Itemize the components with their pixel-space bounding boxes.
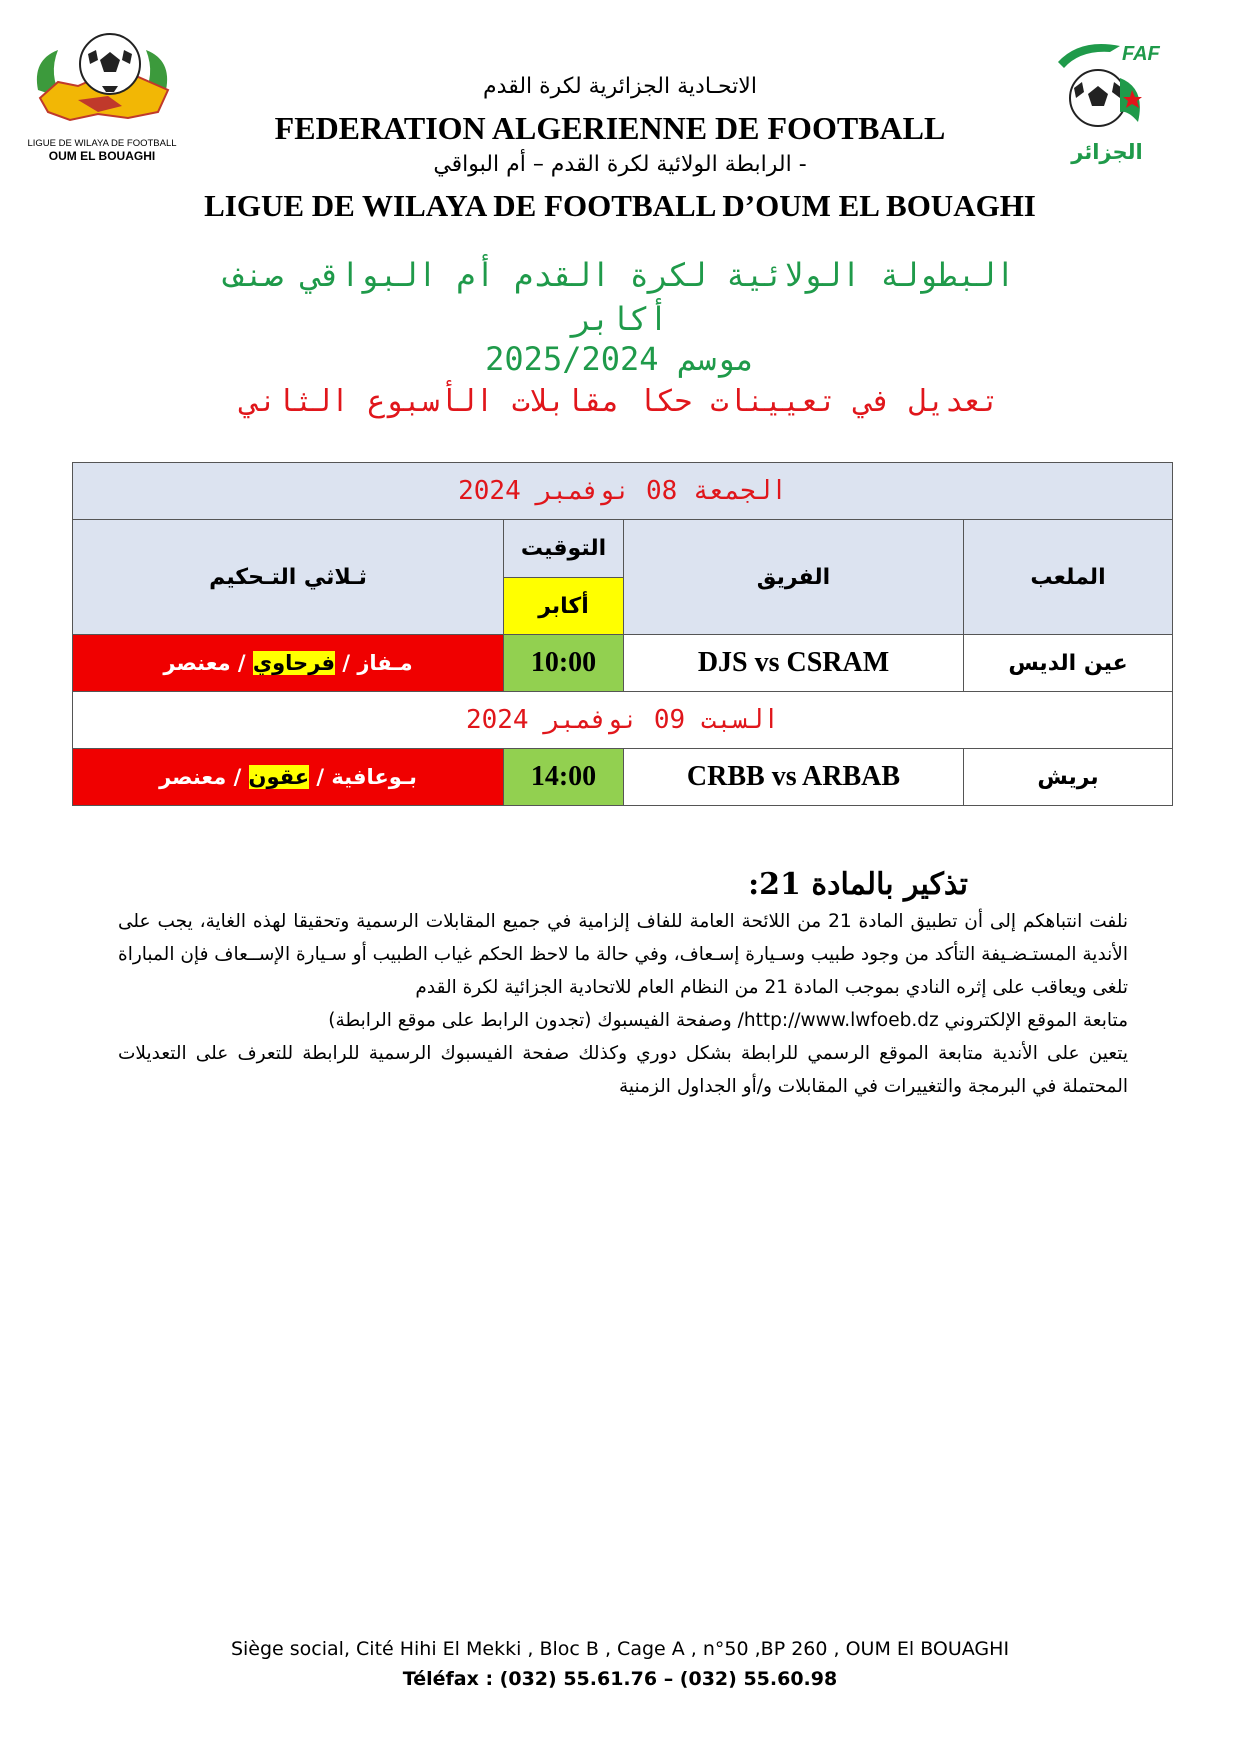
match-teams: CRBB vs ARBAB xyxy=(624,749,964,806)
championship-title: البطولة الولائية لكرة القدم أم البواقي صنف xyxy=(225,256,1015,294)
col-time-header: التوقيت xyxy=(504,520,624,578)
match-time: 14:00 xyxy=(504,749,624,806)
match-time: 10:00 xyxy=(504,635,624,692)
referee-assistant: معنصر xyxy=(159,765,227,789)
category-badge: أكابر xyxy=(504,578,624,635)
table-header-row xyxy=(73,520,1173,578)
note-paragraph: نلفت انتباهكم إلى أن تطبيق المادة 21 من اللائحة العامة للفاف إلزامية في جميع المقابلات الرسمية وتحقيقا لهذه الغاية، يجب على الأندية المستـضـيفة التأكد من وجود طبيب وسـيارة إسـعاف، وفي حالة ما لاحظ الحكم غياب الطبيب أو سـيارة الإســعاف فإن المباراة تلغى ويعاقب على إثره النادي بموجب المادة 21 من النظام العام للاتحادية الجزائية لكرة القدم xyxy=(118,911,1128,998)
match-stadium: عين الديس xyxy=(964,635,1173,692)
footer-phone: Téléfax : (032) 55.61.76 – (032) 55.60.98 xyxy=(402,1668,838,1690)
league-name-fr: LIGUE DE WILAYA DE FOOTBALL D’OUM EL BOUAGHI xyxy=(204,188,1036,223)
day-row xyxy=(73,692,1173,749)
referee-assistant: معنصر xyxy=(163,651,231,675)
subject-title: تعديل في تعيينات حكا مقابلات الأسبوع الثاني xyxy=(240,384,1000,419)
faf-caption: الجزائر xyxy=(1071,140,1143,164)
day-row xyxy=(73,463,1173,520)
separator: / xyxy=(316,765,325,789)
league-logo-text2: OUM EL BOUAGHI xyxy=(48,149,156,163)
category-title: أكابر xyxy=(571,300,669,338)
col-team-header: الفريق xyxy=(624,520,964,635)
season-title: موسم 2025/2024 xyxy=(485,340,755,378)
match-stadium: بريش xyxy=(964,749,1173,806)
separator: / xyxy=(233,765,242,789)
day-date: السبت 09 نوفمبر 2024 xyxy=(73,692,1173,749)
note-body xyxy=(118,905,1128,1103)
match-referees xyxy=(73,635,504,692)
table-row xyxy=(73,749,1173,806)
footer-address: Siège social, Cité Hihi El Mekki , Bloc B , Cage A , n°50 ,BP 260 , OUM El BOUAGHI xyxy=(230,1638,1010,1660)
match-teams: DJS vs CSRAM xyxy=(624,635,964,692)
schedule-table xyxy=(72,462,1173,806)
referee-assistant-highlighted: فرحاوي xyxy=(252,651,336,675)
federation-name-fr: FEDERATION ALGERIENNE DE FOOTBALL xyxy=(274,110,946,146)
col-referees-header: ثـلاثي التـحكيم xyxy=(73,520,504,635)
referee-assistant-highlighted: عقون xyxy=(248,765,310,789)
referee-main: بـوعافية xyxy=(331,765,417,789)
match-referees xyxy=(73,749,504,806)
note-title: تذكير بالمادة 21: xyxy=(748,867,968,902)
table-row xyxy=(73,635,1173,692)
faf-letters: FAF xyxy=(1122,43,1160,65)
separator: / xyxy=(342,651,350,675)
day-date: الجمعة 08 نوفمبر 2024 xyxy=(73,463,1173,520)
note-paragraph: متابعة الموقع الإلكتروني http://www.lwfoeb.dz/ وصفحة الفيسبوك (تجدون الرابط على موقع الرابطة) xyxy=(328,1010,1128,1031)
federation-name-ar: الاتحـادية الجزائرية لكرة القدم xyxy=(483,74,757,99)
league-name-ar: الرابطة الولائية لكرة القدم – أم البواقي - xyxy=(433,152,807,177)
col-stadium-header: الملعب xyxy=(964,520,1173,635)
separator: / xyxy=(237,651,246,675)
referee-main: مـفاز xyxy=(357,651,413,675)
note-paragraph: يتعين على الأندية متابعة الموقع الرسمي للرابطة بشكل دوري وكذلك صفحة الفيسبوك الرسمية للرابطة للتعرف على التعديلات المحتملة في البرمجة والتغييرات في المقابلات و/أو الجداول الزمنية xyxy=(118,1043,1128,1097)
league-logo-text1: LIGUE DE WILAYA DE FOOTBALL xyxy=(27,138,177,149)
